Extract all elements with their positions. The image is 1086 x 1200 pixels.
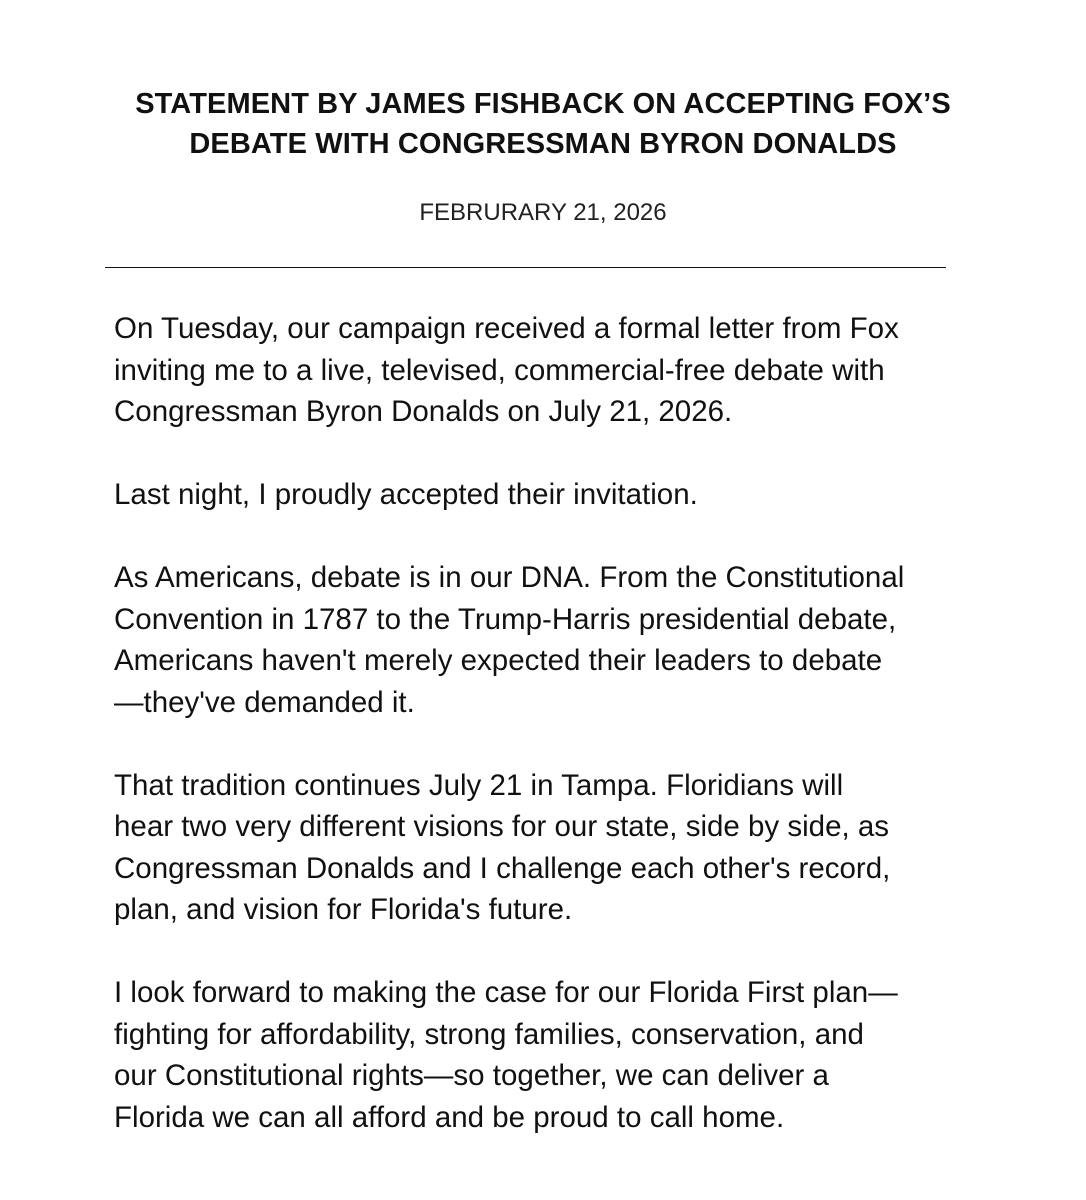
paragraph-4 <box>114 765 1014 931</box>
paragraph-line: Last night, I proudly accepted their invitation. <box>114 478 698 511</box>
statement-title <box>0 84 1086 164</box>
paragraph-line: That tradition continues July 21 in Tampa. Floridians will <box>114 768 844 802</box>
paragraph-line: On Tuesday, our campaign received a formal letter from Fox <box>114 312 899 345</box>
paragraph-line: —they've demanded it. <box>114 685 415 719</box>
statement-title-line: STATEMENT BY JAMES FISHBACK ON ACCEPTING FOX’S <box>135 88 951 120</box>
paragraph-1 <box>114 308 1014 433</box>
paragraph-line: Congressman Byron Donalds on July 21, 2026. <box>114 395 733 428</box>
paragraph-3 <box>114 557 1014 723</box>
paragraph-line: Florida we can all afford and be proud to call home. <box>114 1100 785 1134</box>
paragraph-5 <box>114 972 1014 1138</box>
paragraph-line: our Constitutional rights—so together, we can deliver a <box>114 1059 829 1092</box>
paragraph-line: Americans haven't merely expected their leaders to debate <box>114 644 883 677</box>
paragraph-2 <box>114 474 1014 516</box>
paragraph-line: I look forward to making the case for our Florida First plan— <box>114 976 898 1009</box>
paragraph-line: plan, and vision for Florida's future. <box>114 893 573 926</box>
statement-body <box>114 308 1014 1180</box>
statement-title-line: DEBATE WITH CONGRESSMAN BYRON DONALDS <box>189 128 897 160</box>
paragraph-line: As Americans, debate is in our DNA. From the Constitutional <box>114 561 905 594</box>
statement-date: FEBRURARY 21, 2026 <box>419 199 667 226</box>
divider-rule <box>105 267 946 268</box>
paragraph-line: fighting for affordability, strong families, conservation, and <box>114 1017 864 1051</box>
paragraph-line: inviting me to a live, televised, commercial-free debate with <box>114 353 885 387</box>
paragraph-line: Congressman Donalds and I challenge each other's record, <box>114 851 891 885</box>
paragraph-line: hear two very different visions for our state, side by side, as <box>114 810 890 843</box>
paragraph-line: Convention in 1787 to the Trump-Harris presidential debate, <box>114 602 897 636</box>
